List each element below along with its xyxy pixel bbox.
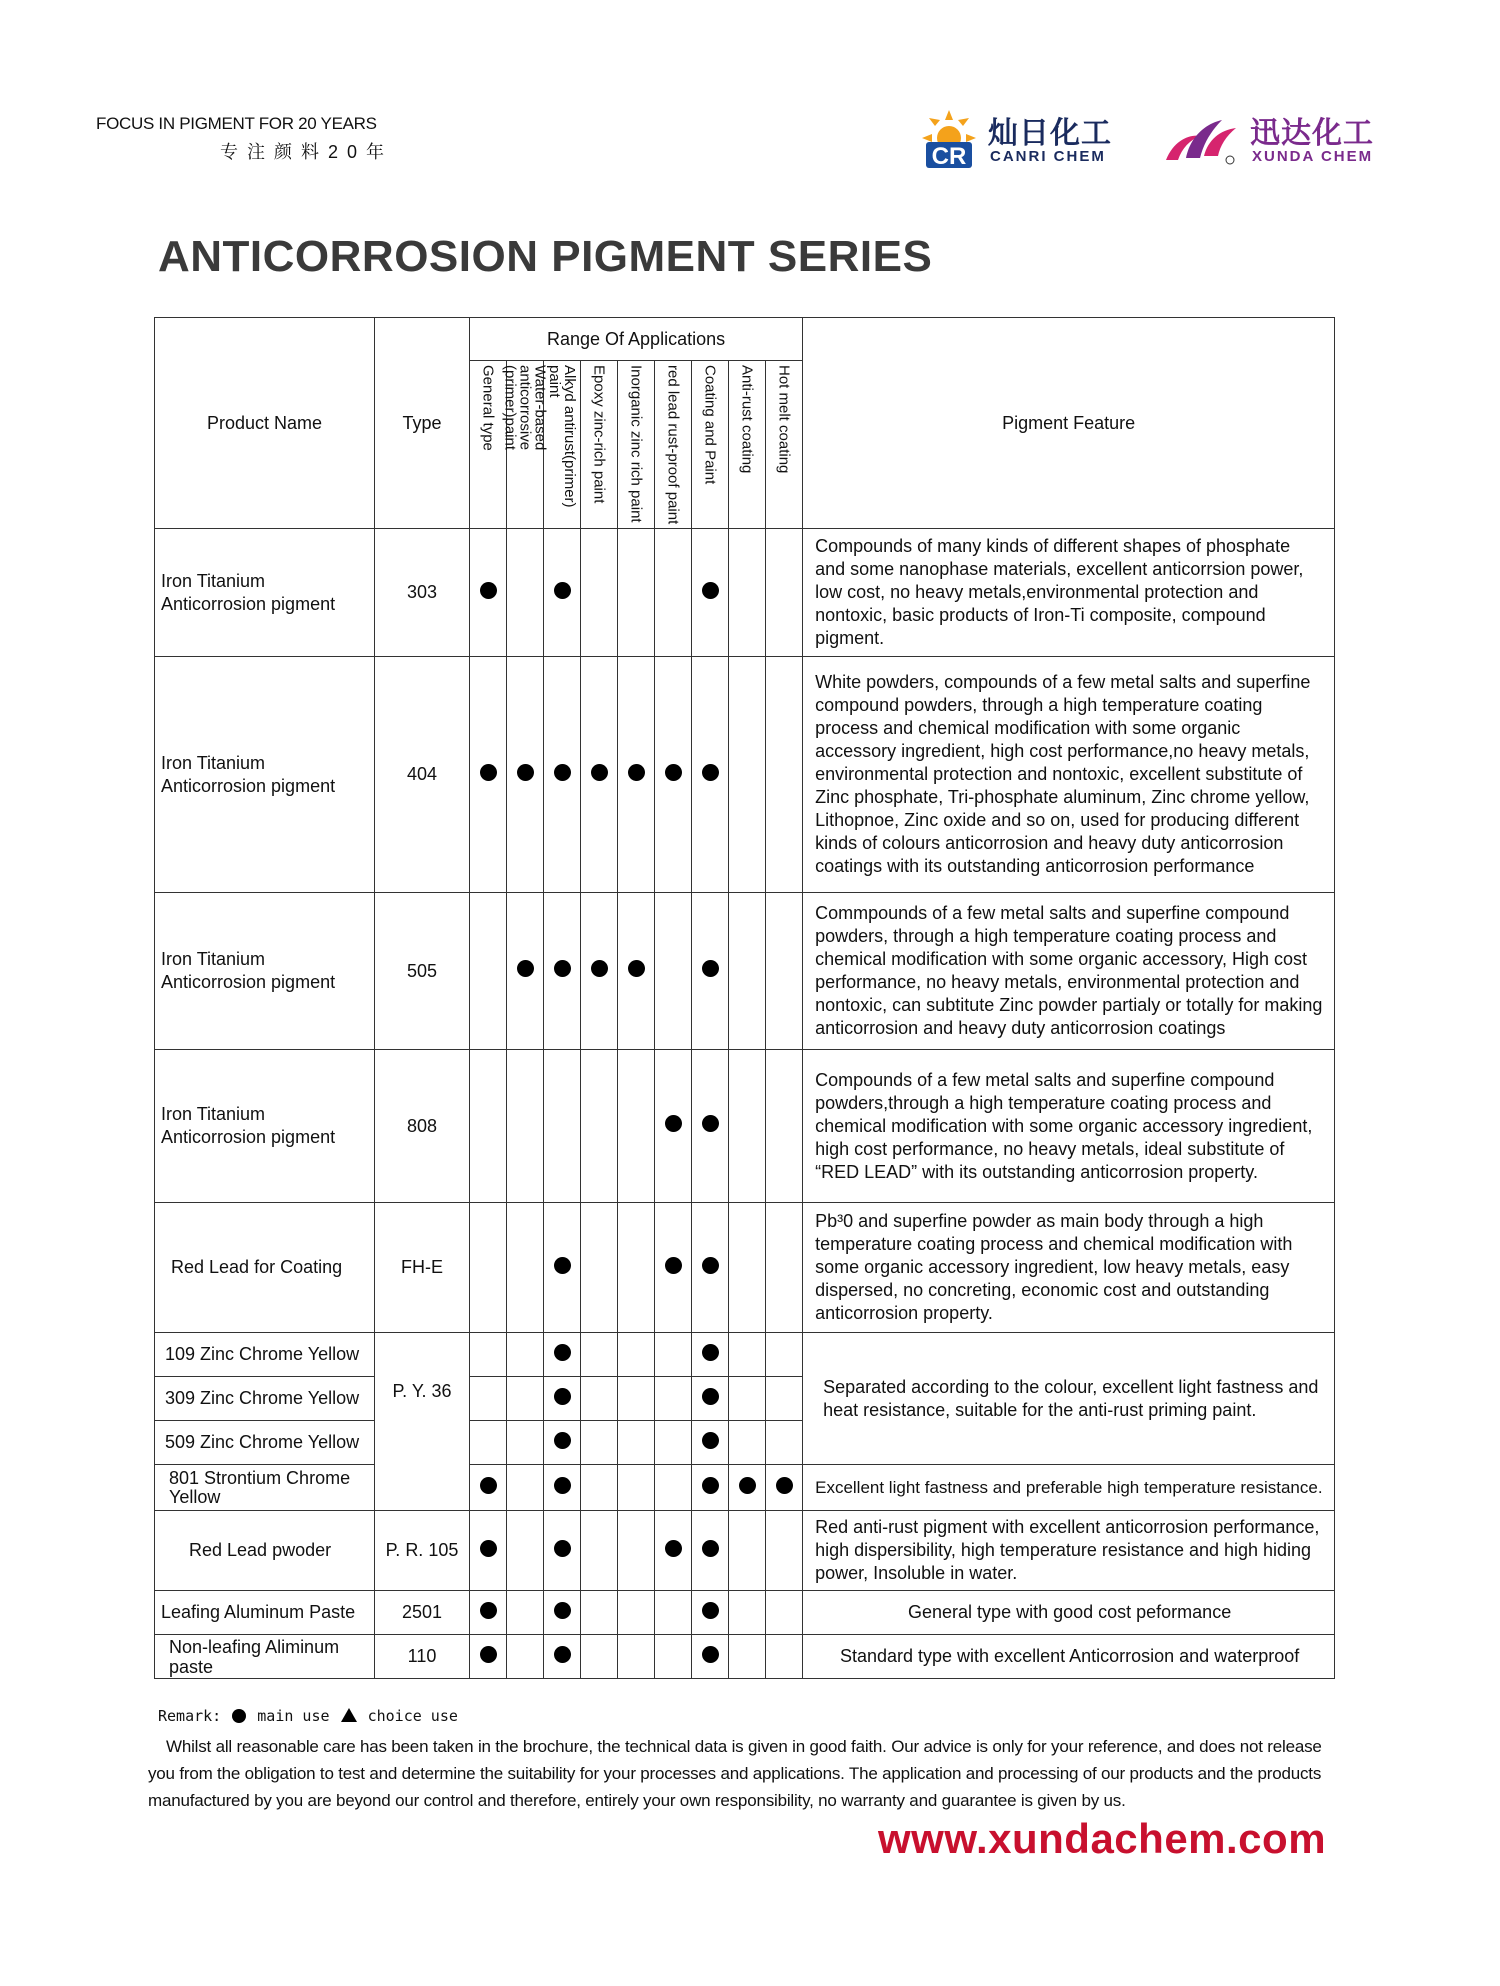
app-header-coating-paint: Coating and Paint [692, 361, 729, 529]
main-use-dot-icon [554, 1388, 571, 1405]
application-cell [729, 657, 766, 893]
application-cell [544, 1050, 581, 1203]
table-row [155, 1465, 1335, 1511]
application-cell [507, 1591, 544, 1635]
application-cell [692, 1511, 729, 1591]
pigment-feature: Compounds of a few metal salts and superfine compound powders,through a high temperature coating process and chemical modification with some organic accessory ingredient, high cost performance, no heavy metals, ideal substitute of “RED LEAD” with its outstanding anticorrosion property. [803, 1050, 1335, 1203]
product-type: 505 [375, 893, 470, 1050]
application-cell [618, 1635, 655, 1679]
pigment-feature: White powders, compounds of a few metal salts and superfine compound powders, through a high temperature coating process and chemical modification with some organic accessory ingredient, high cost performance,no heavy metals, environmental protection and nontoxic, excellent substitute of Zinc phosphate, Tri-phosphate aluminum, Zinc chrome yellow, Lithopnoe, Zinc oxide and so on, used for producing different kinds of colours anticorrosion and heavy duty anticorrosion coatings with its outstanding anticorrosion performance [803, 657, 1335, 893]
application-cell [618, 1050, 655, 1203]
pigment-feature: Separated according to the colour, excellent light fastness and heat resistance, suitable for the anti-rust priming paint. [803, 1333, 1335, 1465]
application-cell [581, 1333, 618, 1377]
pigment-table [154, 317, 1335, 1679]
application-cell [655, 1203, 692, 1333]
application-cell [766, 1591, 803, 1635]
product-type: 2501 [375, 1591, 470, 1635]
type-header: Type [375, 318, 470, 529]
product-name: 109 Zinc Chrome Yellow [155, 1333, 375, 1377]
application-cell [544, 1421, 581, 1465]
main-use-dot-icon [480, 1602, 497, 1619]
application-cell [766, 1511, 803, 1591]
main-use-dot-icon [480, 1540, 497, 1557]
product-type: 110 [375, 1635, 470, 1679]
main-use-dot-icon [554, 1432, 571, 1449]
application-cell [470, 893, 507, 1050]
application-cell [766, 1333, 803, 1377]
pigment-feature: Pb³0 and superfine powder as main body through a high temperature coating process and chemical modification with some organic accessory ingredient, low heavy metals, easy dispersed, no concreting, economic cost and outstanding anticorrosion property. [803, 1203, 1335, 1333]
application-cell [729, 1333, 766, 1377]
main-use-dot-icon [554, 764, 571, 781]
application-cell [470, 1050, 507, 1203]
main-use-dot-icon [554, 1344, 571, 1361]
xunda-chem-logo [1160, 108, 1390, 168]
application-cell [729, 1203, 766, 1333]
main-use-dot-icon [702, 1540, 719, 1557]
application-cell [766, 1203, 803, 1333]
application-cell [581, 893, 618, 1050]
application-cell [618, 529, 655, 657]
canri-chem-logo [918, 108, 1118, 168]
application-cell [470, 1635, 507, 1679]
main-use-dot-icon [480, 582, 497, 599]
pigment-feature: Excellent light fastness and preferable high temperature resistance. [803, 1465, 1335, 1511]
main-use-dot-icon [665, 1115, 682, 1132]
application-cell [470, 1203, 507, 1333]
application-cell [470, 1421, 507, 1465]
application-cell [544, 657, 581, 893]
remark-choice-use: choice use [367, 1707, 458, 1725]
application-cell [507, 1333, 544, 1377]
application-cell [618, 1203, 655, 1333]
table-row [155, 1635, 1335, 1679]
application-cell [766, 1377, 803, 1421]
application-cell [618, 1465, 655, 1511]
main-use-dot-icon [665, 764, 682, 781]
pigment-feature: Standard type with excellent Anticorrosion and waterproof [803, 1635, 1335, 1679]
application-cell [618, 1377, 655, 1421]
product-type: P. Y. 36 [375, 1333, 470, 1511]
application-cell [581, 1203, 618, 1333]
main-use-dot-icon [554, 1477, 571, 1494]
application-cell [729, 1591, 766, 1635]
application-cell [729, 893, 766, 1050]
application-cell [729, 1377, 766, 1421]
table-row [155, 1511, 1335, 1591]
canri-logo-icon [918, 108, 980, 170]
main-use-dot-icon [702, 1646, 719, 1663]
application-cell [581, 657, 618, 893]
application-cell [692, 1635, 729, 1679]
main-use-dot-icon [591, 764, 608, 781]
product-name: Red Lead for Coating [155, 1203, 375, 1333]
remark-legend [158, 1707, 458, 1725]
main-use-dot-icon [628, 764, 645, 781]
table-row [155, 1333, 1335, 1377]
canri-logo-en: CANRI CHEM [990, 148, 1106, 165]
application-cell [544, 1333, 581, 1377]
xunda-logo-cn: 迅达化工 [1250, 117, 1374, 150]
application-cell [729, 1635, 766, 1679]
xunda-logo-icon [1160, 110, 1240, 166]
main-use-dot-icon [702, 1388, 719, 1405]
canri-logo-cn: 灿日化工 [988, 117, 1112, 150]
application-cell [655, 1511, 692, 1591]
pigment-feature: General type with good cost peformance [803, 1591, 1335, 1635]
app-header-general-type: General type [470, 361, 507, 529]
application-cell [766, 1635, 803, 1679]
table-row [155, 529, 1335, 657]
main-use-dot-icon [554, 1602, 571, 1619]
canri-logo-mark: CR [931, 143, 967, 170]
application-cell [655, 1465, 692, 1511]
main-use-dot-icon [702, 1477, 719, 1494]
application-cell [581, 1465, 618, 1511]
application-cell [507, 1465, 544, 1511]
website-link[interactable]: www.xundachem.com [878, 1815, 1327, 1862]
product-type: 303 [375, 529, 470, 657]
main-use-dot-icon [665, 1257, 682, 1274]
app-header-inorganic: Inorganic zinc rich paint [618, 361, 655, 529]
application-cell [692, 657, 729, 893]
product-name: 801 Strontium Chrome Yellow [155, 1465, 375, 1511]
page-title: ANTICORROSION PIGMENT SERIES [158, 232, 933, 281]
main-use-dot-icon [554, 1646, 571, 1663]
application-cell [507, 1377, 544, 1421]
application-cell [544, 1377, 581, 1421]
application-cell [507, 1635, 544, 1679]
main-use-dot-icon [517, 764, 534, 781]
product-type: P. R. 105 [375, 1511, 470, 1591]
table-row [155, 1591, 1335, 1635]
app-header-anti-rust: Anti-rust coating [729, 361, 766, 529]
choice-use-triangle-icon [341, 1708, 357, 1722]
product-name: Red Lead pwoder [155, 1511, 375, 1591]
product-type: 808 [375, 1050, 470, 1203]
app-header-alkyd: Alkyd antirust(primer) paint [544, 361, 581, 529]
application-cell [729, 1050, 766, 1203]
application-cell [544, 1591, 581, 1635]
application-cell [729, 1421, 766, 1465]
application-cell [544, 1465, 581, 1511]
pigment-feature-header: Pigment Feature [803, 318, 1335, 529]
application-cell [581, 1635, 618, 1679]
application-cell [470, 1333, 507, 1377]
tagline: FOCUS IN PIGMENT FOR 20 YEARS [96, 114, 377, 133]
main-use-dot-icon [702, 1432, 719, 1449]
application-cell [507, 1421, 544, 1465]
application-cell [470, 529, 507, 657]
application-cell [544, 529, 581, 657]
app-header-epoxy: Epoxy zinc-rich paint [581, 361, 618, 529]
remark-label: Remark: [158, 1707, 222, 1725]
application-cell [692, 1333, 729, 1377]
application-cell [507, 657, 544, 893]
application-cell [655, 1333, 692, 1377]
table-row [155, 657, 1335, 893]
app-header-hot-melt: Hot melt coating [766, 361, 803, 529]
product-name: Non-leafing Aliminum paste [155, 1635, 375, 1679]
application-cell [655, 657, 692, 893]
application-cell [655, 893, 692, 1050]
application-cell [544, 1203, 581, 1333]
main-use-dot-icon [480, 1477, 497, 1494]
application-cell [729, 529, 766, 657]
main-use-dot-icon [739, 1477, 756, 1494]
application-cell [692, 1465, 729, 1511]
main-use-dot-icon [702, 1602, 719, 1619]
app-header-water-based: Water-based anticorrosive (primer)paint [507, 361, 544, 529]
application-cell [507, 529, 544, 657]
main-use-dot-icon [480, 764, 497, 781]
application-cell [581, 1591, 618, 1635]
application-cell [766, 529, 803, 657]
application-cell [729, 1511, 766, 1591]
main-use-dot-icon [591, 960, 608, 977]
product-name: Iron Titanium Anticorrosion pigment [155, 893, 375, 1050]
application-cell [507, 893, 544, 1050]
product-name-header: Product Name [155, 318, 375, 529]
main-use-dot-icon [480, 1646, 497, 1663]
main-use-dot-icon [702, 582, 719, 599]
table-row [155, 893, 1335, 1050]
disclaimer-text: Whilst all reasonable care has been taken in the brochure, the technical data is given in good faith. Our advice is only for your reference, and does not release you from the obligation to test and determine the suitability for your processes and applications. The application and processing of our products and the products manufactured by you are beyond our control and therefore, entirely your own responsibility, no warranty and guarantee is given by us. [148, 1737, 1322, 1810]
product-type: FH-E [375, 1203, 470, 1333]
application-cell [766, 1465, 803, 1511]
main-use-dot-icon [665, 1540, 682, 1557]
application-cell [692, 529, 729, 657]
range-of-applications-header: Range Of Applications [470, 318, 803, 361]
application-cell [544, 1511, 581, 1591]
application-cell [618, 1333, 655, 1377]
application-cell [692, 1203, 729, 1333]
application-cell [618, 1511, 655, 1591]
main-use-dot-icon [554, 582, 571, 599]
application-cell [581, 529, 618, 657]
main-use-dot-icon [554, 1540, 571, 1557]
application-cell [655, 1377, 692, 1421]
product-name: 309 Zinc Chrome Yellow [155, 1377, 375, 1421]
application-cell [655, 1050, 692, 1203]
application-cell [507, 1050, 544, 1203]
pigment-feature: Compounds of many kinds of different shapes of phosphate and some nanophase materials, excellent anticorrsion power, low cost, no heavy metals,environmental protection and nontoxic, basic products of Iron-Ti composite, compound pigment. [803, 529, 1335, 657]
application-cell [544, 1635, 581, 1679]
application-cell [507, 1203, 544, 1333]
application-cell [618, 893, 655, 1050]
xunda-logo-en: XUNDA CHEM [1252, 148, 1374, 165]
main-use-dot-icon [702, 764, 719, 781]
product-type: 404 [375, 657, 470, 893]
application-cell [766, 1421, 803, 1465]
application-cell [581, 1377, 618, 1421]
application-cell [655, 529, 692, 657]
application-cell [692, 1421, 729, 1465]
application-cell [655, 1635, 692, 1679]
application-cell [618, 657, 655, 893]
table-row [155, 1050, 1335, 1203]
application-cell [581, 1421, 618, 1465]
application-cell [766, 657, 803, 893]
application-cell [766, 893, 803, 1050]
application-cell [618, 1421, 655, 1465]
product-name: Iron Titanium Anticorrosion pigment [155, 529, 375, 657]
application-cell [655, 1591, 692, 1635]
main-use-dot-icon [554, 960, 571, 977]
main-use-dot-icon [702, 960, 719, 977]
application-cell [470, 1511, 507, 1591]
application-cell [766, 1050, 803, 1203]
remark-main-use: main use [257, 1707, 330, 1725]
main-use-dot-icon [702, 1257, 719, 1274]
application-cell [655, 1421, 692, 1465]
main-use-dot-icon [702, 1344, 719, 1361]
pigment-feature: Commpounds of a few metal salts and superfine compound powders, through a high temperature coating process and chemical modification with some organic accessory, High cost performance, no heavy metals, environmental protection and nontoxic, can subtitute Zinc powder partialy or totally for making anticorrosion and heavy duty anticorrosion coatings [803, 893, 1335, 1050]
application-cell [581, 1050, 618, 1203]
application-cell [581, 1511, 618, 1591]
table-row [155, 1203, 1335, 1333]
app-header-red-lead: red lead rust-proof paint [655, 361, 692, 529]
product-name: Iron Titanium Anticorrosion pigment [155, 657, 375, 893]
application-cell [692, 1591, 729, 1635]
application-cell [618, 1591, 655, 1635]
main-use-dot-icon [517, 960, 534, 977]
product-name: Leafing Aluminum Paste [155, 1591, 375, 1635]
tagline-chinese: 专注颜料20年 [220, 142, 394, 162]
main-use-dot-icon [554, 1257, 571, 1274]
application-cell [692, 1050, 729, 1203]
pigment-feature: Red anti-rust pigment with excellent anticorrosion performance, high dispersibility, high temperature resistance and high hiding power, Insoluble in water. [803, 1511, 1335, 1591]
application-cell [470, 1465, 507, 1511]
main-use-dot-icon [628, 960, 645, 977]
application-cell [470, 1591, 507, 1635]
main-use-dot-icon [776, 1477, 793, 1494]
application-cell [729, 1465, 766, 1511]
main-use-dot-icon [702, 1115, 719, 1132]
application-cell [470, 657, 507, 893]
application-cell [692, 1377, 729, 1421]
product-name: Iron Titanium Anticorrosion pigment [155, 1050, 375, 1203]
main-use-dot-icon [232, 1709, 246, 1723]
application-cell [507, 1511, 544, 1591]
application-cell [470, 1377, 507, 1421]
product-name: 509 Zinc Chrome Yellow [155, 1421, 375, 1465]
application-cell [544, 893, 581, 1050]
application-cell [692, 893, 729, 1050]
